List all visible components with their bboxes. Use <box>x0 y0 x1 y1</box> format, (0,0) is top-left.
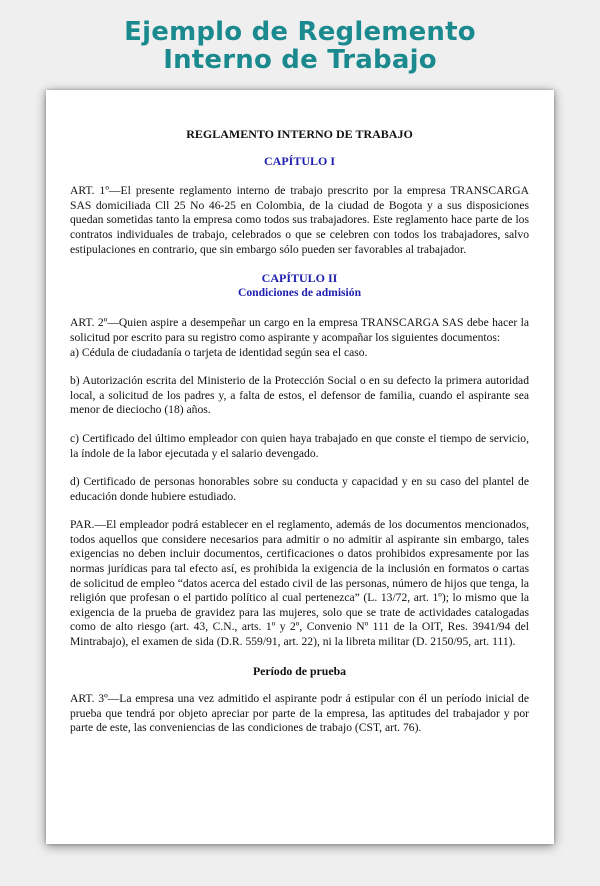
document-content <box>70 127 529 736</box>
document-page <box>46 90 554 844</box>
header-title-line-2: Interno de Trabajo <box>163 45 437 75</box>
document-title: REGLAMENTO INTERNO DE TRABAJO <box>186 127 413 141</box>
header-title-line-1: Ejemplo de Reglemento <box>124 17 476 47</box>
section-trial-heading: Período de prueba <box>252 663 347 678</box>
requirement-item-d: d) Certificado de personas honorables sobre su conducta y capacidad y en su caso del plantel de educación donde hubiere estudiado. <box>70 475 529 503</box>
article-1: ART. 1º—El presente reglamento interno de trabajo prescrito por la empresa TRANSCARGA SAS domiciliada Cll 25 No 46-25 en Colombia, de la ciudad de Bogota y a sus disposiciones quedan sometidas tanto la empresa como todos sus trabajadores. Este reglamento hace parte de los contratos individuales de trabajo, celebrados o que se celebren con todos los trabajadores, salvo estipulaciones en contrario, que sin embargo sólo pueden ser favorables al trabajador. <box>70 184 529 256</box>
article-3: ART. 3º—La empresa una vez admitido el aspirante podr á estipular con él un período inicial de prueba que tendrá por objeto apreciar por parte de la empresa, las aptitudes del trabajador y por parte de este, las conveniencias de las condiciones de trabajo (CST, art. 76). <box>70 692 529 735</box>
article-2-intro: ART. 2º—Quien aspire a desempeñar un cargo en la empresa TRANSCARGA SAS debe hacer la solicitud por escrito para su registro como aspirante y acompañar los siguientes documentos: <box>70 316 529 344</box>
chapter-2-heading: CAPÍTULO II <box>261 271 338 286</box>
requirement-item-c: c) Certificado del último empleador con quien haya trabajado en que conste el tiempo de servicio, la índole de la labor ejecutada y el salario devengado. <box>70 431 529 460</box>
paragraph-par: PAR.—El empleador podrá establecer en el reglamento, además de los documentos mencionados, todos aquellos que considere necesarios para admitir o no admitir al aspirante sin embargo, tales exigencias no deben incluir documentos, certificaciones o datos prohibidos expresamente por las normas jurídicas para tal efecto así, es prohibida la exigencia de la inclusión en formatos o cartas de solicitud de empleo “datos acerca del estado civil de las personas, número de hijos que tenga, la religión que profesan o el partido político al cual pertenezca” (L. 13/72, art. 1º); lo mismo que la exigencia de la prueba de gravidez para las mujeres, solo que se trate de actividades catalogadas como de alto riesgo (art. 43, C.N., arts. 1º y 2º, Convenio Nº 111 de la OIT, Res. 3941/94 del Mintrabajo), el examen de sida (D.R. 559/91, art. 22), ni la libreta militar (D. 2150/95, art. 111). <box>70 518 529 649</box>
requirement-item-a: a) Cédula de ciudadanía o tarjeta de identidad según sea el caso. <box>70 345 368 359</box>
chapter-2-subtitle: Condiciones de admisión <box>237 285 362 299</box>
chapter-1-heading: CAPÍTULO I <box>263 153 335 168</box>
page-header <box>0 18 600 74</box>
requirement-item-b: b) Autorización escrita del Ministerio de la Protección Social o en su defecto la primera autoridad local, a solicitud de los padres y, a falta de estos, el defensor de familia, cuando el aspirante sea menor de dieciocho (18) años. <box>70 374 529 417</box>
